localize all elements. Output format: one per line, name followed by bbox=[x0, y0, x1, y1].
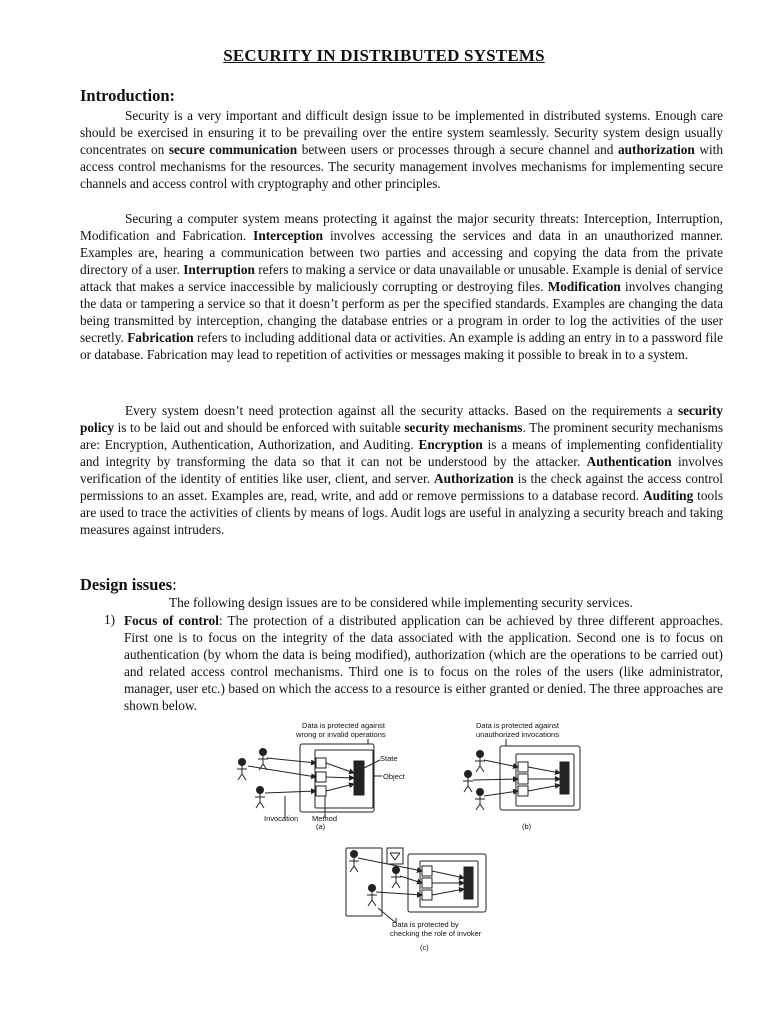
bold-term: authorization bbox=[618, 142, 695, 157]
design-issues-heading bbox=[80, 575, 177, 595]
bold-term: security mechanisms bbox=[404, 420, 523, 435]
figure-c-caption-1: Data is protected by bbox=[392, 920, 459, 929]
role-box bbox=[346, 848, 382, 916]
figure-c-label: (c) bbox=[420, 943, 429, 952]
intro-paragraph-3: Every system doesn’t need protection against all the security attacks. Based on the requirements a security policy is to be laid out and should be enforced with suitable security mechanisms. The prominent security mechanisms are: Encryption, Authentication, Authorization, and Auditing. Encryption is a means of implementing confidentiality and integrity by transforming the data so that it can not be understood by the attacker. Authentication involves verification of the identity of entities like user, client, and server. Authorization is the check against the access control permissions to an asset. Examples are, read, write, and add or remove permissions to a database record. Auditing tools are used to trace the activities of clients by means of logs. Audit logs are useful in analyzing a security breach and taking measures against intruders. bbox=[80, 403, 724, 537]
figure-c-caption-2: checking the role of invoker bbox=[390, 929, 482, 938]
user-icon bbox=[367, 885, 377, 907]
bold-term: Encryption bbox=[418, 437, 483, 452]
state-label: State bbox=[380, 754, 398, 763]
list-number-1: 1) bbox=[104, 612, 116, 627]
figure-c bbox=[346, 848, 486, 952]
figure-a-caption-2: wrong or invalid operations bbox=[296, 730, 386, 739]
focus-of-control-figure bbox=[230, 718, 590, 958]
intro-paragraph-1: Security is a very important and difficult design issue to be implemented in distributed systems. Enough care should be exercised in ensuring it to be prevailing over the entire system seamlessly. Security system design usually concentrates on secure communication between users or processes through a secure channel and authorization with access control mechanisms for the resources. The security management involves mechanisms for implementing secure channels and access control with cryptography and other principles. bbox=[80, 108, 724, 191]
bold-term: Auditing bbox=[642, 488, 694, 503]
bold-term: secure communication bbox=[168, 142, 298, 157]
user-icon bbox=[255, 787, 265, 809]
invocation-label: Invocation bbox=[264, 814, 299, 823]
method-label: Method bbox=[312, 814, 338, 823]
user-icon bbox=[475, 789, 485, 811]
user-icon bbox=[237, 759, 247, 781]
design-issues-heading-text: Design issues bbox=[80, 575, 173, 594]
user-icon bbox=[475, 751, 485, 773]
page-title: SECURITY IN DISTRIBUTED SYSTEMS bbox=[223, 46, 545, 65]
bold-term: Interception bbox=[253, 228, 324, 243]
figure-b-caption-2: unauthorized invocations bbox=[476, 730, 559, 739]
bold-term: Authentication bbox=[586, 454, 672, 469]
intro-paragraph-2: Securing a computer system means protecting it against the major security threats: Interception, Interruption, Modification and Fabrication. Interception involves accessing the services and data in an unauthorized manner. Examples are, hearing a communication between two parties and accessing and copying the data from the private directory of a user. Interruption refers to making a service or data unavailable or unusable. Example is denial of service attack that makes a service inaccessible by maliciously corrupting or destroying files. Modification involves changing the data or tampering a service so that it doesn’t perform as per the specified standards. Examples are changing the data being transmitted by interception, changing the database entries or a program in order to log the activities of the user secretly. Fabrication refers to including additional data or activities. An example is adding an entry in to a password file or database. Fabrication may lead to repetition of activities or messages making it possible to break in to a system. bbox=[80, 211, 724, 362]
user-icon bbox=[391, 867, 401, 889]
bold-term: Authorization bbox=[434, 471, 514, 486]
bold-term: Focus of control bbox=[124, 613, 219, 628]
figure-a-caption-1: Data is protected against bbox=[302, 721, 385, 730]
design-issues-intro: The following design issues are to be considered while implementing security services. bbox=[169, 595, 633, 610]
figure-a-label: (a) bbox=[316, 822, 326, 831]
user-icon bbox=[349, 851, 359, 873]
bold-term: Interruption bbox=[183, 262, 255, 277]
design-issues-heading-colon: : bbox=[172, 575, 177, 594]
figure-b-label: (b) bbox=[522, 822, 532, 831]
figure-b bbox=[463, 721, 580, 831]
list-item-focus-of-control: Focus of control: The protection of a distributed application can be achieved by three different approaches. First one is to focus on the integrity of the data associated with the application. Second one is to focus on authentication (by whom the data is being modified), authorization (which are the operations to be carried out) and related access control mechanisms. Third one is to focus on the roles of the users (like administrator, manager, user etc.) based on which the access to a resource is either granted or denied. The three approaches are shown below. bbox=[124, 613, 723, 713]
user-icon bbox=[258, 749, 268, 771]
bold-term: Fabrication bbox=[127, 330, 194, 345]
bold-term: Modification bbox=[547, 279, 621, 294]
introduction-heading: Introduction: bbox=[80, 86, 176, 105]
object-label: Object bbox=[383, 772, 405, 781]
bold-term: security policy bbox=[80, 403, 723, 435]
figure-a bbox=[237, 721, 406, 831]
user-icon bbox=[463, 771, 473, 793]
figure-b-caption-1: Data is protected against bbox=[476, 721, 559, 730]
